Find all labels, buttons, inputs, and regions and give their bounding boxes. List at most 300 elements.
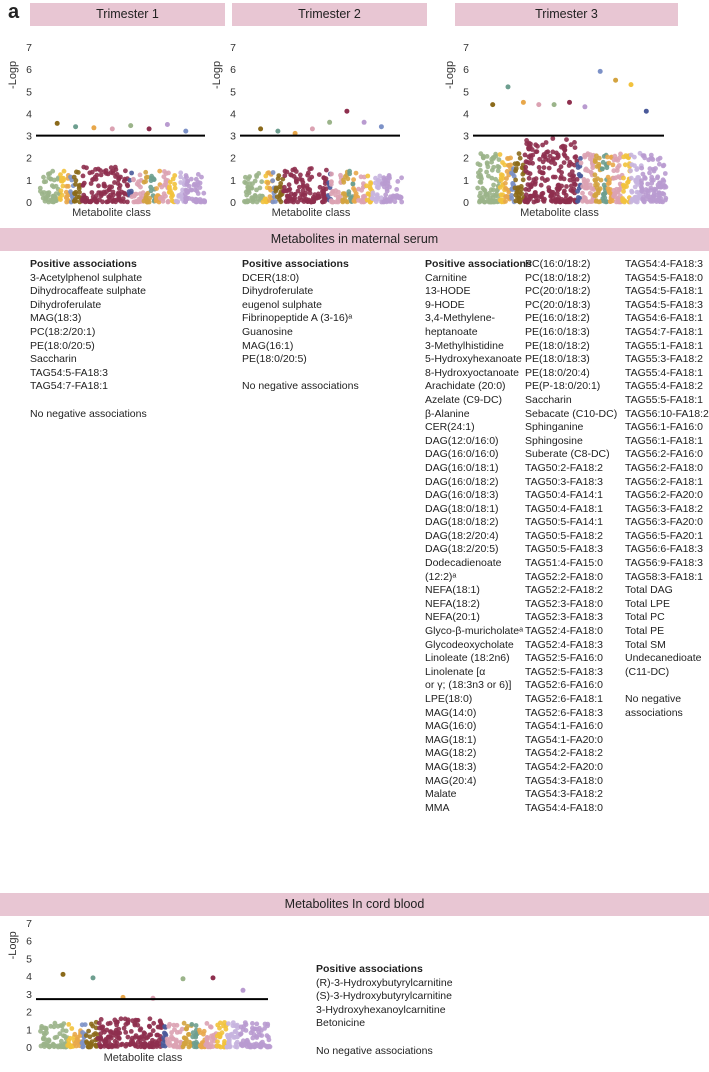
data-point (534, 176, 539, 181)
metabolite-item: TAG56:10-FA18:2 (625, 407, 709, 420)
data-point (639, 166, 644, 171)
data-point (129, 189, 134, 194)
metabolite-item: LPE(18:0) (425, 693, 473, 705)
data-point (662, 185, 667, 190)
cord-blood-plot (0, 905, 280, 1072)
data-point (533, 190, 538, 195)
data-point (287, 187, 292, 192)
metabolite-item: Dodecadienoate (425, 557, 502, 570)
y-tick-label: 1 (463, 174, 469, 187)
data-point (607, 161, 612, 166)
data-point (62, 169, 67, 174)
data-point (554, 151, 559, 156)
metabolite-item: β-Alanine (425, 407, 470, 420)
metabolite-item: TAG56:2-FA18:0 (625, 461, 704, 474)
data-point (542, 165, 547, 170)
data-point (633, 195, 638, 200)
metabolite-item: or γ; (18:3n3 or 6)] (425, 679, 512, 692)
data-point (556, 183, 561, 188)
data-point (564, 184, 569, 189)
y-tick-label: 4 (26, 971, 32, 984)
data-point (66, 1042, 71, 1047)
data-point (131, 178, 136, 183)
metabolite-item: PE(18:0/18:3) (525, 353, 590, 366)
data-point (130, 1018, 135, 1023)
data-point (540, 143, 545, 148)
data-point (380, 181, 385, 186)
data-point (489, 200, 494, 205)
metabolite-item: PE(18:0/20:5) (242, 353, 307, 366)
data-point (503, 181, 508, 186)
metabolite-item: Saccharin (30, 353, 77, 366)
metabolite-item: (C11-DC) (625, 665, 670, 678)
data-point (386, 181, 391, 186)
data-point (650, 157, 655, 162)
metabolite-item: PC(20:0/18:3) (525, 298, 591, 311)
trimester-1-header: Trimester 1 (30, 3, 225, 26)
data-point (249, 195, 254, 200)
data-point (588, 156, 593, 161)
data-point (657, 190, 662, 195)
data-point (226, 1021, 231, 1026)
data-point (242, 1043, 247, 1048)
metabolite-item: PE(18:0/20:5) (30, 339, 95, 352)
metabolite-item: DAG(16:0/16:0) (425, 448, 499, 461)
data-point (478, 163, 483, 168)
metabolite-item: Sphinganine (525, 421, 584, 434)
data-point (52, 1043, 57, 1048)
metabolite-item: MAG(18:1) (425, 733, 477, 746)
data-point (329, 179, 334, 184)
data-point (651, 167, 656, 172)
data-point (341, 180, 346, 185)
data-point (588, 152, 593, 157)
metabolite-item: TAG52:2-FA18:0 (525, 570, 604, 583)
data-point (347, 192, 352, 197)
data-point (178, 1030, 183, 1035)
metabolite-item: TAG54:5-FA18:3 (30, 366, 109, 379)
data-point (278, 181, 283, 186)
data-point (527, 176, 532, 181)
data-point (285, 170, 290, 175)
data-point (629, 176, 634, 181)
metabolite-item: TAG52:4-FA18:0 (525, 625, 604, 638)
metabolite-item: TAG50:2-FA18:2 (525, 461, 604, 474)
data-point (481, 156, 486, 161)
metabolite-item: TAG56:1-FA16:0 (625, 421, 704, 434)
trimester-1-list (30, 258, 147, 421)
data-point (655, 174, 660, 179)
data-point (294, 169, 299, 174)
data-point (224, 1027, 229, 1032)
significant-point (110, 126, 115, 131)
metabolite-item: TAG55:4-FA18:1 (625, 366, 704, 379)
metabolite-item: DAG(18:0/18:1) (425, 502, 499, 515)
data-point (597, 200, 602, 205)
data-point (628, 168, 633, 173)
data-point (273, 189, 278, 194)
data-point (125, 183, 130, 188)
data-point (138, 173, 143, 178)
metabolite-item: eugenol sulphate (242, 298, 322, 311)
data-point (351, 177, 356, 182)
metabolite-item: TAG50:5-FA18:2 (525, 529, 604, 542)
data-point (123, 1030, 128, 1035)
data-point (580, 191, 585, 196)
metabolite-item: Dihydroferulate (242, 285, 314, 298)
metabolite-item: TAG54:5-FA18:0 (625, 271, 704, 284)
x-axis-label: Metabolite class (72, 207, 151, 219)
data-point (189, 1022, 194, 1027)
metabolite-item: 3-Methylhistidine (425, 339, 504, 352)
data-point (498, 185, 503, 190)
data-point (182, 1021, 187, 1026)
data-point (143, 179, 148, 184)
y-tick-label: 0 (463, 197, 469, 209)
data-point (484, 170, 489, 175)
data-point (61, 1021, 66, 1026)
data-point (161, 1043, 166, 1048)
data-point (198, 1030, 203, 1035)
data-point (84, 1039, 89, 1044)
y-tick-label: 5 (463, 86, 469, 99)
data-point (277, 194, 282, 199)
significant-point (181, 976, 186, 981)
metabolite-item: TAG54:7-FA18:1 (30, 380, 109, 393)
metabolite-item: MAG(16:0) (425, 720, 477, 733)
significant-point (644, 109, 649, 114)
data-point (106, 172, 111, 177)
data-point (573, 182, 578, 187)
data-point (576, 165, 581, 170)
metabolite-item: Arachidate (20:0) (425, 380, 506, 393)
data-point (59, 188, 64, 193)
data-point (320, 200, 325, 205)
data-point (298, 173, 303, 178)
data-point (359, 188, 364, 193)
trimester-3-list-col2 (525, 258, 617, 815)
metabolite-item: TAG52:6-FA18:1 (525, 693, 604, 705)
data-point (621, 155, 626, 160)
data-point (168, 190, 173, 195)
data-point (580, 199, 585, 204)
trimester-2-plot (210, 30, 410, 222)
data-point (503, 199, 508, 204)
data-point (513, 178, 518, 183)
data-point (183, 199, 188, 204)
data-point (607, 178, 612, 183)
data-point (256, 197, 261, 202)
data-point (47, 190, 52, 195)
data-point (642, 155, 647, 160)
metabolite-item: Sebacate (C10-DC) (525, 407, 618, 420)
metabolite-item: TAG50:4-FA18:1 (525, 502, 604, 515)
metabolite-item: TAG56:2-FA16:0 (625, 448, 704, 461)
metabolite-item: Saccharin (525, 393, 572, 406)
y-tick-label: 4 (26, 108, 32, 121)
data-point (115, 172, 120, 177)
data-point (129, 1029, 134, 1034)
trimester-3-list-col3 (625, 258, 709, 720)
data-point (102, 191, 107, 196)
data-point (550, 199, 555, 204)
data-point (174, 1039, 179, 1044)
y-tick-label: 6 (26, 64, 32, 77)
significant-point (91, 125, 96, 130)
data-point (64, 1029, 69, 1034)
data-point (96, 183, 101, 188)
data-point (333, 188, 338, 193)
data-point (578, 174, 583, 179)
metabolite-item: MAG(14:0) (425, 706, 477, 719)
y-tick-label: 0 (230, 197, 236, 209)
metabolite-item: Malate (425, 788, 457, 801)
trimester-1-plot (0, 30, 220, 222)
data-point (375, 192, 380, 197)
data-point (84, 1033, 89, 1038)
positive-associations-heading: Positive associations (30, 258, 137, 270)
data-point (167, 186, 172, 191)
data-point (171, 1023, 176, 1028)
data-point (605, 155, 610, 160)
data-point (148, 1016, 153, 1021)
data-point (635, 190, 640, 195)
significant-point (128, 123, 133, 128)
data-point (622, 185, 627, 190)
y-tick-label: 6 (230, 64, 236, 77)
y-tick-label: 5 (230, 86, 236, 99)
data-point (568, 178, 573, 183)
data-point (250, 1021, 255, 1026)
data-point (199, 175, 204, 180)
data-point (151, 1028, 156, 1033)
data-point (486, 164, 491, 169)
data-point (497, 165, 502, 170)
significant-point (61, 972, 66, 977)
data-point (584, 181, 589, 186)
data-point (540, 170, 545, 175)
data-point (135, 1023, 140, 1028)
data-point (351, 181, 356, 186)
data-point (595, 164, 600, 169)
data-point (293, 192, 298, 197)
data-point (395, 179, 400, 184)
data-point (620, 199, 625, 204)
data-point (537, 165, 542, 170)
data-point (647, 171, 652, 176)
data-point (246, 176, 251, 181)
data-point (144, 175, 149, 180)
x-axis-label: Metabolite class (271, 207, 351, 219)
significant-point (147, 126, 152, 131)
data-point (203, 1042, 208, 1047)
data-point (399, 175, 404, 180)
data-point (621, 176, 626, 181)
data-point (525, 170, 530, 175)
metabolite-item: 8-Hydroxyoctanoate (425, 366, 519, 379)
data-point (559, 164, 564, 169)
data-point (546, 185, 551, 190)
data-point (347, 171, 352, 176)
metabolite-item: PE(P-18:0/20:1) (525, 380, 601, 393)
data-point (143, 196, 148, 201)
data-point (253, 179, 258, 184)
significant-point (598, 69, 603, 74)
data-point (289, 196, 294, 201)
metabolite-item: TAG50:3-FA18:3 (525, 475, 604, 488)
data-point (354, 171, 359, 176)
data-point (198, 185, 203, 190)
data-point (44, 1026, 49, 1031)
data-point (504, 176, 509, 181)
y-tick-label: 1 (26, 174, 32, 187)
data-point (167, 1022, 172, 1027)
data-point (309, 166, 314, 171)
data-point (169, 1030, 174, 1035)
data-point (329, 198, 334, 203)
metabolite-item: TAG55:5-FA18:1 (625, 393, 704, 406)
significant-point (582, 104, 587, 109)
data-point (122, 1026, 127, 1031)
data-point (545, 177, 550, 182)
data-point (663, 171, 668, 176)
metabolite-item: 13-HODE (425, 285, 471, 298)
metabolite-item: Total DAG (625, 584, 673, 597)
data-point (383, 192, 388, 197)
data-point (266, 170, 271, 175)
data-point (266, 181, 271, 186)
y-tick-label: 3 (26, 130, 32, 143)
y-tick-label: 3 (230, 130, 236, 143)
data-point (305, 183, 310, 188)
cord-blood-list (316, 963, 453, 1058)
data-point (146, 1035, 151, 1040)
metabolite-item: TAG50:4-FA14:1 (525, 489, 604, 502)
data-point (270, 178, 275, 183)
metabolite-item: TAG52:5-FA18:3 (525, 665, 604, 678)
metabolite-item: 3-Acetylphenol sulphate (30, 271, 143, 284)
data-point (585, 200, 590, 205)
significant-point (567, 100, 572, 105)
data-point (642, 175, 647, 180)
data-point (182, 1041, 187, 1046)
data-point (198, 1044, 203, 1049)
data-point (271, 170, 276, 175)
data-point (267, 186, 272, 191)
data-point (173, 186, 178, 191)
data-point (81, 174, 86, 179)
metabolite-item: NEFA(20:1) (425, 611, 480, 624)
data-point (270, 200, 275, 205)
data-point (42, 1031, 47, 1036)
data-point (475, 186, 480, 191)
data-point (58, 196, 63, 201)
data-point (506, 156, 511, 161)
data-point (108, 1042, 113, 1047)
data-point (547, 166, 552, 171)
data-point (122, 177, 127, 182)
data-point (159, 185, 164, 190)
data-point (217, 1044, 222, 1049)
metabolite-item: MAG(18:3) (30, 312, 82, 325)
data-point (193, 188, 198, 193)
metabolite-item: heptanoate (425, 325, 478, 338)
data-point (75, 195, 80, 200)
data-point (368, 181, 373, 186)
y-tick-label: 2 (26, 152, 32, 165)
metabolite-item: DAG(16:0/18:3) (425, 489, 499, 502)
y-tick-label: 3 (463, 130, 469, 143)
data-point (241, 1038, 246, 1043)
y-tick-label: 0 (26, 197, 32, 209)
metabolite-item: 3,4-Methylene- (425, 312, 496, 325)
data-point (198, 197, 203, 202)
metabolite-item: TAG52:6-FA16:0 (525, 679, 604, 692)
data-point (147, 1024, 152, 1029)
data-point (341, 199, 346, 204)
y-axis-label: -Logp (7, 931, 19, 960)
data-point (126, 1035, 131, 1040)
metabolite-item: Guanosine (242, 325, 293, 338)
data-point (111, 192, 116, 197)
metabolite-item: TAG54:3-FA18:0 (525, 774, 604, 787)
metabolite-item: Linolenate [α (425, 665, 486, 678)
data-point (477, 194, 482, 199)
significant-point (241, 988, 246, 993)
metabolite-item: NEFA(18:2) (425, 597, 480, 610)
metabolite-item: (S)-3-Hydroxybutyrylcarnitine (316, 990, 452, 1003)
data-point (498, 152, 503, 157)
data-point (91, 1032, 96, 1037)
data-point (178, 170, 183, 175)
data-point (623, 162, 628, 167)
data-point (165, 1037, 170, 1042)
metabolite-item: TAG54:4-FA18:3 (625, 258, 704, 270)
data-point (282, 185, 287, 190)
data-point (550, 136, 555, 141)
data-point (535, 149, 540, 154)
data-point (112, 180, 117, 185)
data-point (96, 190, 101, 195)
data-point (579, 161, 584, 166)
data-point (69, 1026, 74, 1031)
data-point (215, 1034, 220, 1039)
data-point (595, 176, 600, 181)
metabolite-item: Undecanedioate (625, 652, 702, 665)
metabolite-item: DAG(18:2/20:5) (425, 543, 499, 556)
metabolite-item: PC(18:0/18:2) (525, 271, 591, 284)
metabolite-item: TAG56:3-FA20:0 (625, 516, 704, 529)
metabolite-item: MMA (425, 801, 450, 814)
metabolite-item: PE(16:0/18:2) (525, 312, 590, 325)
data-point (47, 1044, 52, 1049)
data-point (126, 1017, 131, 1022)
negative-associations-note-line1: No negative (625, 693, 682, 705)
data-point (645, 182, 650, 187)
data-point (306, 171, 311, 176)
metabolite-item: TAG54:4-FA18:0 (525, 801, 604, 814)
data-point (518, 156, 523, 161)
metabolite-item: PE(16:0/18:3) (525, 325, 590, 338)
data-point (215, 1039, 220, 1044)
data-point (110, 199, 115, 204)
data-point (113, 1039, 118, 1044)
y-axis-label: -Logp (211, 60, 223, 89)
significant-point (536, 102, 541, 107)
positive-associations-heading: Positive associations (242, 258, 349, 270)
metabolite-item: DCER(18:0) (242, 271, 300, 284)
data-point (611, 168, 616, 173)
